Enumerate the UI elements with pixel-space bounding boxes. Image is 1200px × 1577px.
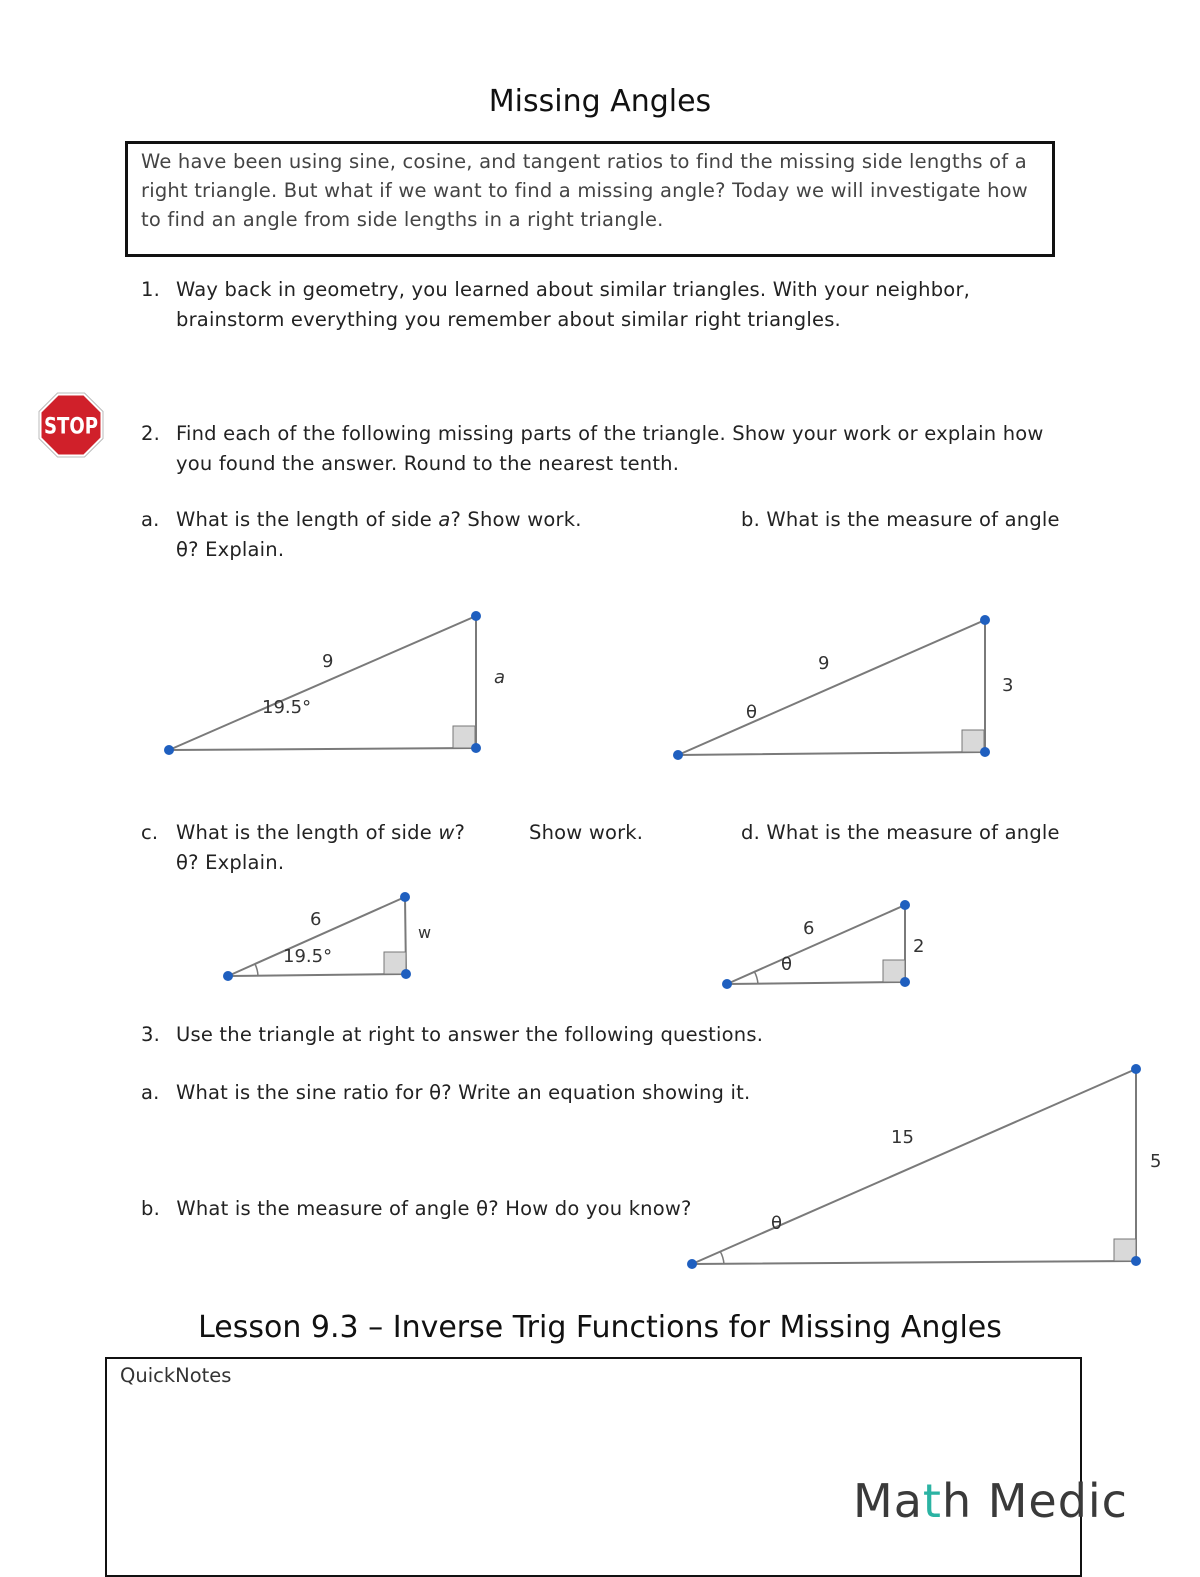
- question-3: [141, 1020, 941, 1050]
- vertex-point: [900, 977, 910, 987]
- quicknotes-label: QuickNotes: [120, 1364, 232, 1387]
- part-letter: d.: [741, 821, 760, 844]
- question-number: 1.: [141, 278, 161, 301]
- side-label: a: [494, 667, 506, 688]
- side-label: 3: [1002, 675, 1014, 696]
- angle-arc: [720, 1251, 724, 1264]
- part-text-pre: What is the length of side: [176, 508, 439, 531]
- part-text: What is the measure of angle: [766, 508, 1060, 531]
- part-letter: a.: [141, 1081, 160, 1104]
- part-text-continued: θ? Explain.: [176, 851, 285, 874]
- part-text: What is the measure of angle: [766, 821, 1060, 844]
- vertex-point: [980, 747, 990, 757]
- part-text-post: ?: [454, 821, 466, 844]
- page-title: Missing Angles: [488, 84, 712, 119]
- vertex-point: [223, 971, 233, 981]
- question-3b: [141, 1194, 692, 1224]
- question-1: [141, 275, 1061, 335]
- angle-arc: [255, 964, 258, 976]
- vertex-point: [673, 750, 683, 760]
- triangle-2c: [215, 885, 445, 990]
- triangle-shape: [678, 620, 985, 755]
- stop-sign-text: STOP: [44, 414, 98, 440]
- vertex-point: [401, 969, 411, 979]
- triangle-shape: [169, 616, 476, 750]
- angle-label: 19.5°: [283, 946, 333, 967]
- angle-arc: [754, 971, 758, 984]
- hypotenuse-label: 6: [310, 909, 322, 930]
- part-letter: b.: [141, 1197, 160, 1220]
- logo-text-2: h Medic: [941, 1474, 1128, 1528]
- triangle-shape: [692, 1069, 1136, 1264]
- triangle-shape: [727, 905, 905, 984]
- hypotenuse-label: 15: [891, 1127, 914, 1148]
- part-text-post: ? Show work.: [450, 508, 582, 531]
- vertex-point: [400, 892, 410, 902]
- vertex-point: [471, 743, 481, 753]
- logo-accent-t: t: [922, 1474, 942, 1528]
- variable-w: w: [438, 821, 455, 844]
- question-2d: [741, 818, 1060, 848]
- question-2b: [741, 505, 1060, 535]
- vertex-point: [164, 745, 174, 755]
- intro-text: We have been using sine, cosine, and tangent ratios to find the missing side lengths of a right triangle. But what if we want to find a missing angle? Today we will investigate how to find an angle from side lengths in a right triangle.: [141, 150, 1028, 231]
- part-text: What is the measure of angle θ? How do you know?: [176, 1197, 692, 1220]
- vertex-point: [1131, 1256, 1141, 1266]
- hypotenuse-label: 6: [803, 918, 815, 939]
- question-text: Use the triangle at right to answer the following questions.: [176, 1023, 764, 1046]
- show-work-label: Show work.: [529, 821, 644, 844]
- question-text: Way back in geometry, you learned about similar triangles. With your neighbor, brainstorm everything you remember about similar right triangles.: [176, 278, 971, 331]
- triangle-2d: [715, 893, 945, 998]
- part-text-continued: θ? Explain.: [176, 538, 285, 561]
- question-2a: [141, 505, 701, 565]
- question-number: 2.: [141, 422, 161, 445]
- vertex-point: [471, 611, 481, 621]
- hypotenuse-label: 9: [818, 653, 830, 674]
- question-number: 3.: [141, 1023, 161, 1046]
- right-angle-marker: [453, 726, 475, 748]
- question-text: Find each of the following missing parts of the triangle. Show your work or explain how you found the answer. Round to the nearest tenth.: [176, 422, 1044, 475]
- logo-text-1: Ma: [853, 1474, 923, 1528]
- part-text: [176, 818, 465, 848]
- part-letter: b.: [741, 508, 760, 531]
- vertex-point: [687, 1259, 697, 1269]
- question-2c: [141, 818, 701, 878]
- vertex-point: [900, 900, 910, 910]
- hypotenuse-label: 9: [322, 651, 334, 672]
- angle-label: 19.5°: [262, 697, 312, 718]
- side-label: 5: [1150, 1151, 1162, 1172]
- part-text: What is the sine ratio for θ? Write an equation showing it.: [175, 1081, 751, 1104]
- vertex-point: [980, 615, 990, 625]
- angle-label: θ: [771, 1213, 783, 1234]
- stop-sign-icon: [38, 392, 104, 458]
- part-text-pre: What is the length of side: [176, 821, 439, 844]
- vertex-point: [722, 979, 732, 989]
- question-2: [141, 419, 1071, 479]
- question-3a: [141, 1078, 750, 1108]
- triangle-2b: [660, 600, 1040, 770]
- quicknotes-box: [105, 1357, 1082, 1577]
- part-text: [176, 505, 582, 535]
- side-label: 2: [913, 936, 925, 957]
- variable-a: a: [438, 508, 451, 531]
- lesson-title: Lesson 9.3 – Inverse Trig Functions for Missing Angles: [198, 1310, 1002, 1345]
- triangle-3: [680, 1055, 1180, 1280]
- part-letter: a.: [141, 508, 160, 531]
- side-label: w: [418, 923, 432, 942]
- right-angle-marker: [962, 730, 984, 752]
- triangle-2a: [150, 600, 530, 770]
- angle-label: θ: [781, 954, 793, 975]
- angle-label: θ: [746, 702, 758, 723]
- vertex-point: [1131, 1064, 1141, 1074]
- math-medic-logo: [853, 1474, 1128, 1528]
- part-letter: c.: [141, 821, 159, 844]
